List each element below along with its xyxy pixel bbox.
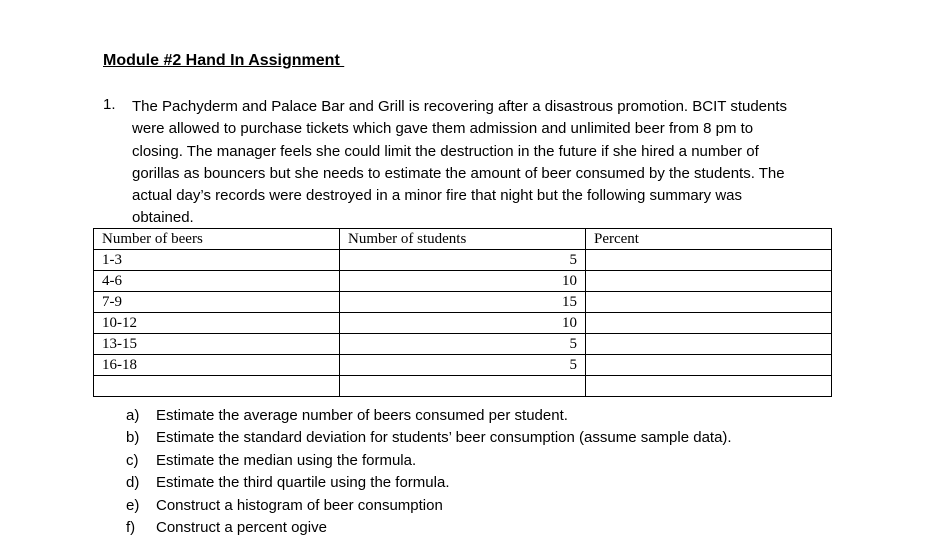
sub-questions xyxy=(126,405,732,539)
table-row xyxy=(94,250,832,271)
table-row xyxy=(94,355,832,376)
beer-table xyxy=(93,228,832,397)
cell-percent xyxy=(586,313,832,334)
sub-question-label: b) xyxy=(126,429,140,447)
question-number: 1. xyxy=(103,96,116,113)
sub-question xyxy=(126,517,732,539)
sub-question-text: Construct a histogram of beer consumption xyxy=(156,496,443,514)
cell-students: 5 xyxy=(340,334,586,355)
cell-percent xyxy=(586,250,832,271)
header-number-of-beers: Number of beers xyxy=(94,229,340,250)
cell-percent xyxy=(586,271,832,292)
sub-question-text: Construct a percent ogive xyxy=(156,519,327,537)
sub-question xyxy=(126,472,732,494)
cell-students: 5 xyxy=(340,250,586,271)
sub-question-label: a) xyxy=(126,407,140,424)
cell-students: 15 xyxy=(340,292,586,313)
sub-question xyxy=(126,450,732,472)
cell-students: 10 xyxy=(340,271,586,292)
sub-question-text: Estimate the median using the formula. xyxy=(156,451,417,469)
cell-beers: 13-15 xyxy=(94,334,340,355)
cell-percent xyxy=(586,292,832,313)
question-text xyxy=(132,96,872,230)
cell-empty xyxy=(340,376,586,397)
sub-question-text: Estimate the standard deviation for students’ beer consumption (assume sample data). xyxy=(156,429,732,447)
table-row xyxy=(94,313,832,334)
cell-beers: 7-9 xyxy=(94,292,340,313)
cell-percent xyxy=(586,355,832,376)
header-number-of-students: Number of students xyxy=(340,229,586,250)
question-line: actual day’s records were destroyed in a minor fire that night but the following summary was xyxy=(132,187,743,205)
cell-students: 10 xyxy=(340,313,586,334)
cell-percent xyxy=(586,334,832,355)
cell-beers: 1-3 xyxy=(94,250,340,271)
table-row xyxy=(94,271,832,292)
question-line: gorillas as bouncers but she needs to estimate the amount of beer consumed by the students. The xyxy=(132,164,785,182)
table-row xyxy=(94,334,832,355)
cell-empty xyxy=(586,376,832,397)
question-line: The Pachyderm and Palace Bar and Grill is recovering after a disastrous promotion. BCIT students xyxy=(132,98,788,115)
sub-question-text: Estimate the average number of beers consumed per student. xyxy=(156,407,568,424)
cell-empty xyxy=(94,376,340,397)
sub-question xyxy=(126,427,732,449)
table-row-empty xyxy=(94,376,832,397)
sub-question-label: c) xyxy=(126,451,139,469)
cell-beers: 10-12 xyxy=(94,313,340,334)
table-header-row xyxy=(94,229,832,250)
sub-question-text: Estimate the third quartile using the formula. xyxy=(156,474,450,492)
header-percent: Percent xyxy=(586,229,832,250)
table-row xyxy=(94,292,832,313)
sub-question-label: d) xyxy=(126,474,140,492)
cell-students: 5 xyxy=(340,355,586,376)
sub-question-label: f) xyxy=(126,519,136,537)
question-line: obtained. xyxy=(132,209,194,227)
sub-question-label: e) xyxy=(126,496,140,514)
question-line: closing. The manager feels she could limit the destruction in the future if she hired a number of xyxy=(132,142,759,160)
page-title: Module #2 Hand In Assignment xyxy=(103,52,345,69)
cell-beers: 4-6 xyxy=(94,271,340,292)
cell-beers: 16-18 xyxy=(94,355,340,376)
question-line: were allowed to purchase tickets which gave them admission and unlimited beer from 8 pm to xyxy=(132,120,754,138)
sub-question xyxy=(126,495,732,517)
sub-question xyxy=(126,405,732,427)
